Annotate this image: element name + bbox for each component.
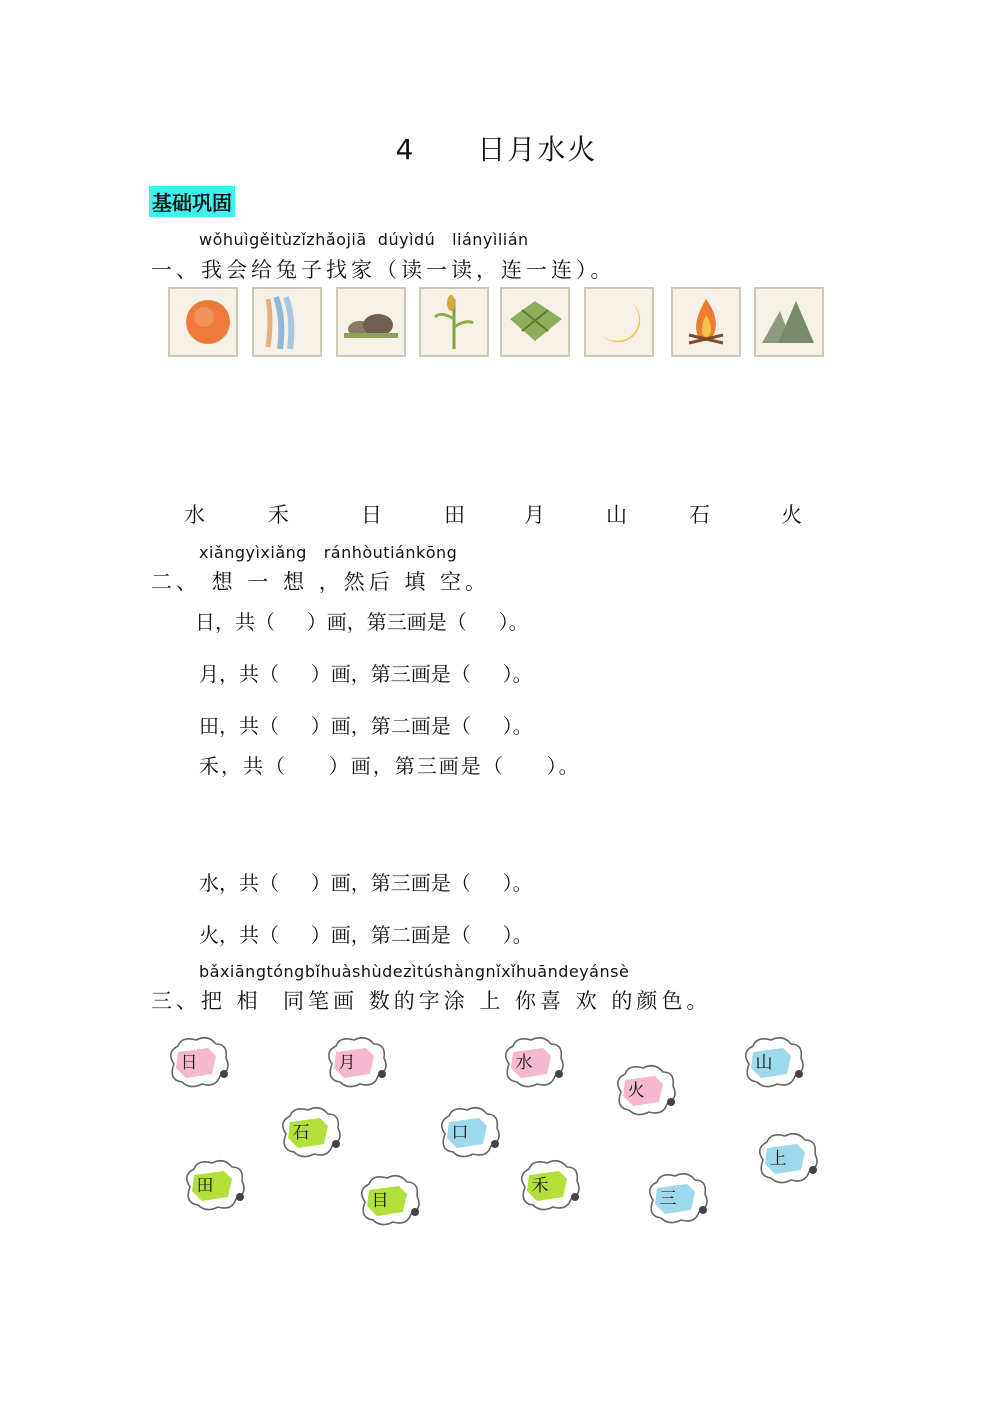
character-山[interactable]: 山	[606, 503, 627, 527]
cloud-character: 三	[659, 1189, 677, 1209]
cloud-character: 山	[755, 1053, 773, 1073]
cloud-character: 火	[627, 1081, 645, 1101]
cloud-禾[interactable]	[515, 1157, 579, 1209]
cloud-character: 口	[451, 1123, 469, 1143]
section-badge: 基础巩固	[149, 186, 235, 217]
cloud-character: 上	[769, 1149, 787, 1169]
cloud-character: 月	[338, 1053, 356, 1073]
fill-line-日[interactable]: 日，共（ ）画，第三画是（ ）。	[195, 610, 529, 634]
fill-line-火[interactable]: 火，共（ ）画，第二画是（ ）。	[199, 923, 533, 947]
section1-pinyin: wǒhuìgěitùzǐzhǎojiā dúyìdú liányìlián	[199, 230, 529, 249]
character-田[interactable]: 田	[444, 503, 465, 527]
cloud-月[interactable]	[322, 1034, 386, 1086]
character-日[interactable]: 日	[361, 503, 382, 527]
cloud-character: 禾	[531, 1176, 549, 1196]
section1-heading: 一、我会给兔子找家（读一读，连一连）。	[151, 258, 616, 282]
cloud-character: 日	[180, 1053, 198, 1073]
cloud-character: 目	[371, 1191, 389, 1211]
cloud-口[interactable]	[435, 1104, 499, 1156]
cloud-山[interactable]	[739, 1034, 803, 1086]
section3-pinyin: bǎxiāngtóngbǐhuàshùdezìtúshàngnǐxǐhuāndeyánsè	[199, 962, 630, 981]
lesson-title: 日月水火	[477, 133, 598, 166]
cloud-character: 水	[515, 1053, 533, 1073]
cloud-水[interactable]	[499, 1034, 563, 1086]
lesson-number: 4	[395, 133, 416, 166]
section3-heading: 三、把 相 同笔画 数的字涂 上 你喜 欢 的颜色。	[151, 989, 712, 1013]
character-禾[interactable]: 禾	[268, 503, 289, 527]
character-石[interactable]: 石	[689, 503, 710, 527]
character-火[interactable]: 火	[781, 503, 802, 527]
character-水[interactable]: 水	[184, 503, 205, 527]
fill-line-禾[interactable]: 禾，共（ ）画，第三画是（ ）。	[199, 754, 581, 778]
cloud-火[interactable]	[611, 1062, 675, 1114]
fill-line-水[interactable]: 水，共（ ）画，第三画是（ ）。	[199, 871, 533, 895]
fill-line-田[interactable]: 田，共（ ）画，第二画是（ ）。	[199, 714, 533, 738]
cloud-character: 石	[292, 1123, 310, 1143]
cloud-character: 田	[196, 1176, 214, 1196]
fill-line-月[interactable]: 月，共（ ）画，第三画是（ ）。	[199, 662, 533, 686]
section2-heading: 二、 想 一 想 ，然后 填 空。	[151, 570, 491, 594]
cloud-石[interactable]	[276, 1104, 340, 1156]
cloud-田[interactable]	[180, 1157, 244, 1209]
cloud-三[interactable]	[643, 1170, 707, 1222]
section2-pinyin: xiǎngyìxiǎng ránhòutiánkōng	[199, 543, 458, 562]
cloud-日[interactable]	[164, 1034, 228, 1086]
cloud-目[interactable]	[355, 1172, 419, 1224]
character-月[interactable]: 月	[524, 503, 545, 527]
cloud-上[interactable]	[753, 1130, 817, 1182]
